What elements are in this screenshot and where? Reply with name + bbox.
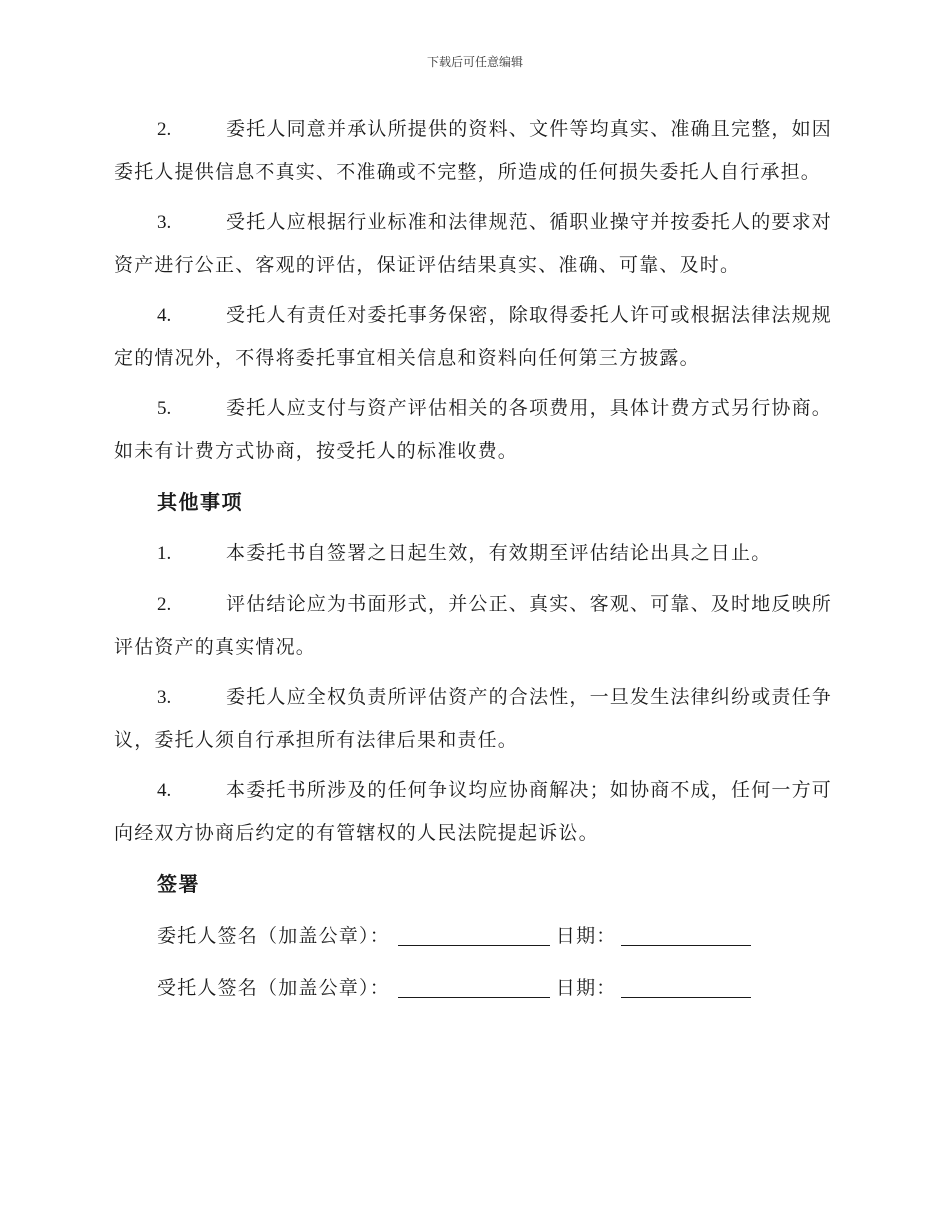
other-clause-4 — [114, 769, 832, 854]
clause-4 — [114, 294, 832, 379]
clause-text: 委托人应全权负责所评估资产的合法性，一旦发生法律纠纷或责任争议，委托人须自行承担所有法律后果和责任。 — [114, 686, 833, 751]
clause-5 — [114, 387, 832, 472]
trustee-date-label: 日期： — [555, 977, 617, 999]
clause-number: 3. — [157, 687, 172, 708]
trustee-signature-line — [157, 966, 832, 1010]
client-date-field[interactable] — [621, 921, 751, 946]
clause-number: 1. — [157, 543, 172, 564]
clause-text: 受托人应根据行业标准和法律规范、循职业操守并按委托人的要求对资产进行公正、客观的评估，保证评估结果真实、准确、可靠、及时。 — [114, 211, 833, 276]
clause-number: 5. — [157, 398, 172, 419]
clause-number: 4. — [157, 305, 172, 326]
clause-text: 受托人有责任对委托事务保密，除取得委托人许可或根据法律法规规定的情况外，不得将委托事宜相关信息和资料向任何第三方披露。 — [114, 304, 833, 369]
document-body — [114, 108, 832, 1018]
signature-heading: 签署 — [157, 872, 200, 896]
other-clause-1 — [114, 532, 832, 575]
clause-text: 委托人应支付与资产评估相关的各项费用，具体计费方式另行协商。如未有计费方式协商，按受托人的标准收费。 — [114, 397, 833, 462]
clause-text: 本委托书自签署之日起生效，有效期至评估结论出具之日止。 — [226, 542, 772, 564]
other-matters-heading: 其他事项 — [157, 490, 243, 514]
other-clause-2 — [114, 583, 832, 668]
trustee-signature-label: 受托人签名（加盖公章）： — [157, 977, 390, 999]
clause-text: 评估结论应为书面形式，并公正、真实、客观、可靠、及时地反映所评估资产的真实情况。 — [114, 593, 833, 658]
clause-text: 本委托书所涉及的任何争议均应协商解决；如协商不成，任何一方可向经双方协商后约定的有管辖权的人民法院提起诉讼。 — [114, 779, 833, 844]
client-signature-line — [157, 914, 832, 958]
page-header-note: 下载后可任意编辑 — [426, 55, 523, 69]
client-signature-label: 委托人签名（加盖公章）： — [157, 925, 390, 947]
clause-text: 委托人同意并承认所提供的资料、文件等均真实、准确且完整，如因委托人提供信息不真实、不准确或不完整，所造成的任何损失委托人自行承担。 — [114, 118, 833, 183]
client-date-label: 日期： — [555, 925, 617, 947]
clause-number: 4. — [157, 780, 172, 801]
clause-number: 3. — [157, 212, 172, 233]
clause-3 — [114, 201, 832, 286]
clause-number: 2. — [157, 119, 172, 140]
other-clause-3 — [114, 676, 832, 761]
trustee-date-field[interactable] — [621, 973, 751, 998]
trustee-signature-field[interactable] — [398, 973, 550, 998]
clause-2 — [114, 108, 832, 193]
clause-number: 2. — [157, 594, 172, 615]
client-signature-field[interactable] — [398, 921, 550, 946]
